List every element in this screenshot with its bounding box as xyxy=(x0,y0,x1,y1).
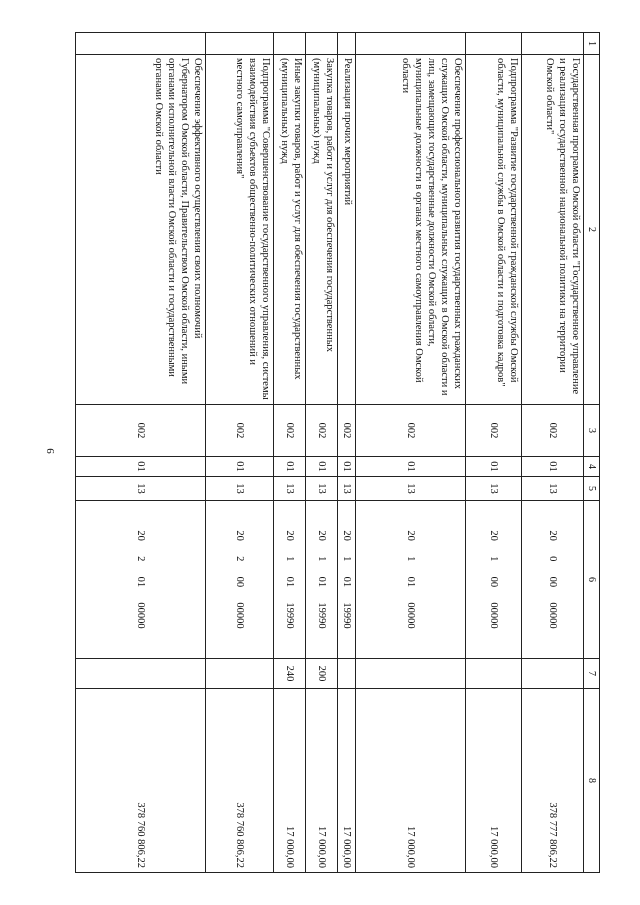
row-number-cell xyxy=(356,33,466,55)
target-article-cell: 20 1 01 19990 xyxy=(274,501,306,659)
section-code-cell: 01 xyxy=(356,457,466,477)
amount-cell: 378 760 806,22 xyxy=(206,689,274,873)
amount-cell: 17 000,00 xyxy=(338,689,356,873)
col-header-4: 4 xyxy=(584,457,600,477)
target-article-cell: 20 2 00 00000 xyxy=(206,501,274,659)
expense-type-cell xyxy=(338,659,356,689)
item-name-cell: Обеспечение профессионального развития государственных гражданских служащих Омской области, муниципальных служащих в Омской области и лиц, замещающих государственные должности Омской области, муниципальные должности в органах местного самоуправления Омской области xyxy=(356,55,466,405)
col-header-6: 6 xyxy=(584,501,600,659)
col-header-2: 2 xyxy=(584,55,600,405)
grbs-code-cell: 002 xyxy=(522,405,584,457)
row-number-cell xyxy=(522,33,584,55)
grbs-code-cell: 002 xyxy=(306,405,338,457)
col-header-5: 5 xyxy=(584,477,600,501)
section-code-cell: 01 xyxy=(206,457,274,477)
subsection-code-cell: 13 xyxy=(466,477,522,501)
expense-type-cell xyxy=(466,659,522,689)
amount-cell: 378 777 806,22 xyxy=(522,689,584,873)
grbs-code-cell: 002 xyxy=(76,405,206,457)
grbs-code-cell: 002 xyxy=(338,405,356,457)
amount-cell: 378 760 806,22 xyxy=(76,689,206,873)
target-article-cell: 20 0 00 00000 xyxy=(522,501,584,659)
row-number-cell xyxy=(206,33,274,55)
table-row xyxy=(306,33,338,873)
section-code-cell: 01 xyxy=(274,457,306,477)
table-row xyxy=(338,33,356,873)
amount-cell: 17 000,00 xyxy=(356,689,466,873)
grbs-code-cell: 002 xyxy=(206,405,274,457)
expense-type-cell xyxy=(76,659,206,689)
col-header-1: 1 xyxy=(584,33,600,55)
row-number-cell xyxy=(274,33,306,55)
expense-type-cell: 200 xyxy=(306,659,338,689)
expense-type-cell xyxy=(522,659,584,689)
col-header-8: 8 xyxy=(584,689,600,873)
amount-cell: 17 000,00 xyxy=(274,689,306,873)
section-code-cell: 01 xyxy=(306,457,338,477)
target-article-cell: 20 1 01 00000 xyxy=(356,501,466,659)
header-row xyxy=(584,33,600,873)
row-number-cell xyxy=(466,33,522,55)
section-code-cell: 01 xyxy=(338,457,356,477)
expense-type-cell: 240 xyxy=(274,659,306,689)
table-row xyxy=(466,33,522,873)
item-name-cell: Закупка товаров, работ и услуг для обеспечения государственных (муниципальных) нужд xyxy=(306,55,338,405)
budget-table xyxy=(75,32,600,873)
item-name-cell: Подпрограмма "Развитие государственной гражданской службы Омской области, муниципальной службы в Омской области и подготовка кадров" xyxy=(466,55,522,405)
grbs-code-cell: 002 xyxy=(274,405,306,457)
page-number: 9 xyxy=(44,448,57,454)
table-row xyxy=(274,33,306,873)
section-code-cell: 01 xyxy=(522,457,584,477)
budget-table-sheet xyxy=(80,32,600,872)
amount-cell: 17 000,00 xyxy=(306,689,338,873)
subsection-code-cell: 13 xyxy=(76,477,206,501)
grbs-code-cell: 002 xyxy=(466,405,522,457)
target-article-cell: 20 1 01 19990 xyxy=(306,501,338,659)
target-article-cell: 20 1 00 00000 xyxy=(466,501,522,659)
subsection-code-cell: 13 xyxy=(522,477,584,501)
col-header-7: 7 xyxy=(584,659,600,689)
table-row xyxy=(206,33,274,873)
item-name-cell: Государственная программа Омской области "Государственное управление и реализация государственной национальной политики на территории Омской области" xyxy=(522,55,584,405)
subsection-code-cell: 13 xyxy=(206,477,274,501)
item-name-cell: Реализация прочих мероприятий xyxy=(338,55,356,405)
section-code-cell: 01 xyxy=(466,457,522,477)
subsection-code-cell: 13 xyxy=(356,477,466,501)
row-number-cell xyxy=(76,33,206,55)
col-header-3: 3 xyxy=(584,405,600,457)
item-name-cell: Обеспечение эффективного осуществления своих полномочий Губернатором Омской области, Правительством Омской области, иными органами исполнительной власти Омской области и государственными органами Омской области xyxy=(76,55,206,405)
section-code-cell: 01 xyxy=(76,457,206,477)
item-name-cell: Иные закупки товаров, работ и услуг для обеспечения государственных (муниципальных) нужд xyxy=(274,55,306,405)
subsection-code-cell: 13 xyxy=(306,477,338,501)
table-row xyxy=(356,33,466,873)
expense-type-cell xyxy=(356,659,466,689)
table-row xyxy=(76,33,206,873)
target-article-cell: 20 1 01 19990 xyxy=(338,501,356,659)
row-number-cell xyxy=(338,33,356,55)
item-name-cell: Подпрограмма "Совершенствование государственного управления, системы взаимодействия субъектов общественно-политических отношений и местного самоуправления" xyxy=(206,55,274,405)
table-row xyxy=(522,33,584,873)
subsection-code-cell: 13 xyxy=(338,477,356,501)
subsection-code-cell: 13 xyxy=(274,477,306,501)
row-number-cell xyxy=(306,33,338,55)
target-article-cell: 20 2 01 00000 xyxy=(76,501,206,659)
expense-type-cell xyxy=(206,659,274,689)
grbs-code-cell: 002 xyxy=(356,405,466,457)
amount-cell: 17 000,00 xyxy=(466,689,522,873)
